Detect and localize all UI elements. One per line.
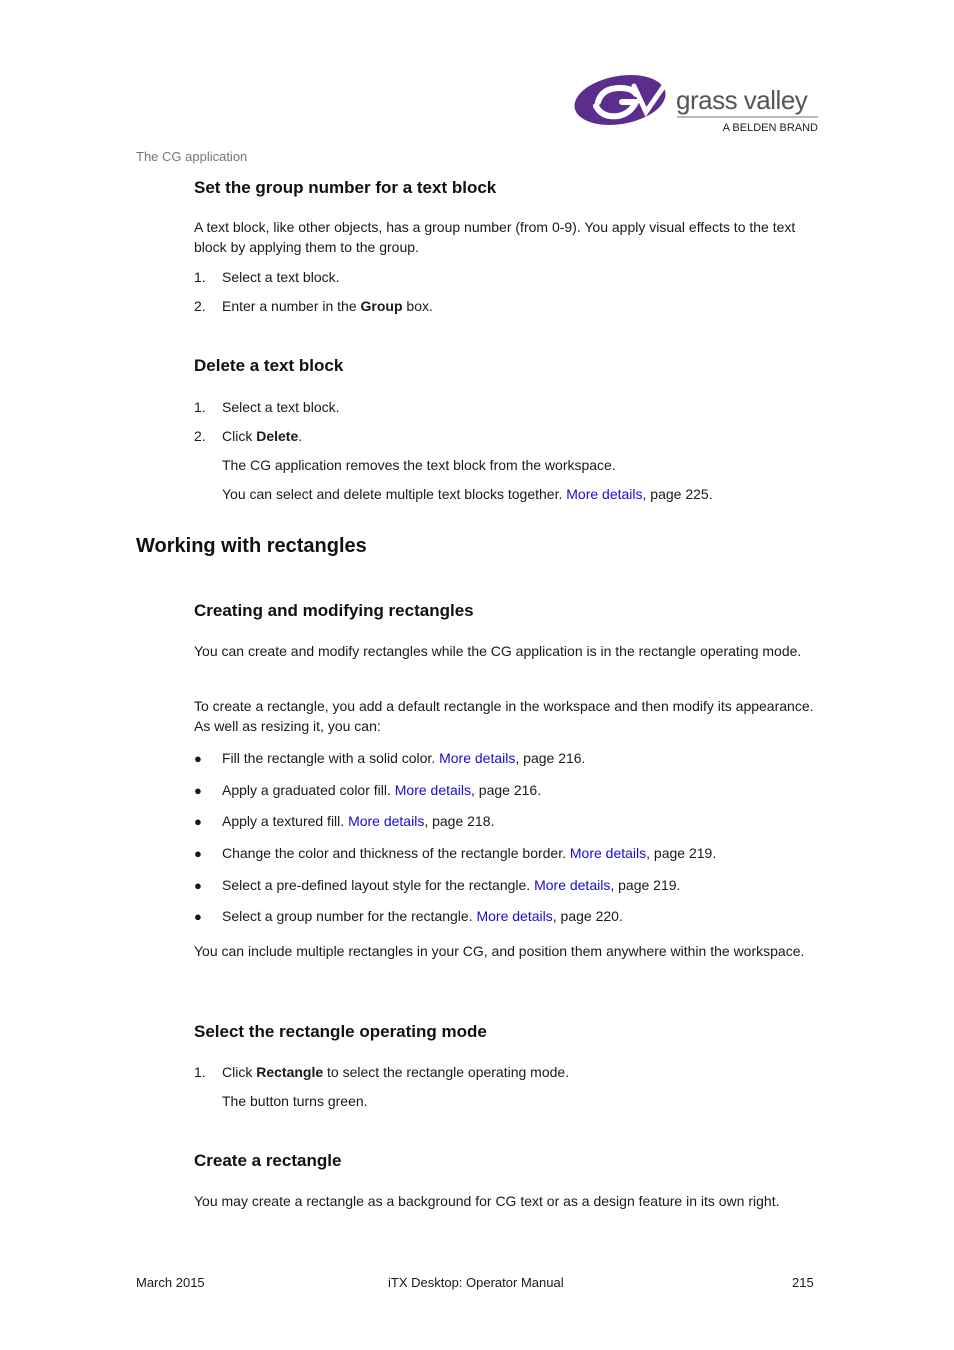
bullet: ● [194, 909, 202, 924]
brand-name: grass valley [676, 85, 808, 115]
more-details-link[interactable]: More details [566, 486, 643, 502]
grass-valley-logo [574, 72, 824, 138]
group-number-step-1 [194, 268, 340, 287]
bullet-text: Apply a graduated color fill. [222, 782, 395, 798]
more-details-link[interactable]: More details [569, 845, 647, 861]
step-number: 1. [194, 399, 206, 415]
create-rectangle-para: You may create a rectangle as a background for CG text or as a design feature in its own right. [194, 1193, 780, 1209]
heading-delete-text-block: Delete a text block [194, 356, 344, 375]
heading-group-number: Set the group number for a text block [194, 178, 497, 197]
bullet-page: , page 216. [471, 782, 542, 798]
bullet-text: Change the color and thickness of the rectangle border. [222, 845, 570, 861]
step-text-tail: to select the rectangle operating mode. [323, 1064, 570, 1080]
heading-create-rectangle: Create a rectangle [194, 1151, 342, 1170]
rectangles-para-2: To create a rectangle, you add a default rectangle in the workspace and then modify its appearance. As well as resizing it, you can: [194, 698, 814, 734]
step-text: Enter a number in the [222, 298, 361, 314]
note-text: You can select and delete multiple text blocks together. [222, 486, 567, 502]
step-text-tail: box. [402, 298, 433, 314]
delete-step-1 [194, 398, 340, 417]
step-text-tail: . [298, 428, 303, 444]
list-item [194, 749, 585, 768]
list-item [194, 907, 623, 926]
heading-select-rectangle-mode: Select the rectangle operating mode [194, 1022, 487, 1041]
step-number: 2. [194, 428, 206, 444]
step-text: Select a text block. [222, 399, 340, 415]
footer-date: March 2015 [136, 1275, 205, 1290]
note-page: , page 225. [642, 486, 713, 502]
footer-title: iTX Desktop: Operator Manual [388, 1275, 564, 1290]
step-number: 2. [194, 298, 206, 314]
list-item [194, 844, 716, 863]
step-text: Select a text block. [222, 269, 340, 285]
more-details-link[interactable]: More details [439, 750, 516, 766]
group-number-step-2 [194, 297, 433, 316]
more-details-link[interactable]: More details [534, 877, 611, 893]
list-item [194, 876, 680, 895]
bullet-text: Apply a textured fill. [222, 813, 349, 829]
running-head: The CG application [136, 149, 248, 164]
list-item [194, 812, 494, 831]
bullet: ● [194, 814, 202, 829]
bullet-page: , page 218. [424, 813, 495, 829]
footer-page-number: 215 [792, 1275, 814, 1290]
step-text: Click [222, 428, 257, 444]
bullet-page: , page 220. [552, 908, 623, 924]
group-number-intro: A text block, like other objects, has a group number (from 0-9). You apply visual effects to the text block by applying them to the group. [194, 219, 796, 255]
bullet: ● [194, 846, 202, 861]
delete-button-label: Delete [256, 428, 299, 444]
bullet: ● [194, 878, 202, 893]
delete-note [222, 485, 713, 504]
heading-creating-rectangles: Creating and modifying rectangles [194, 601, 474, 620]
bullet: ● [194, 751, 202, 766]
brand-sub: A BELDEN BRAND [722, 122, 818, 134]
step-number: 1. [194, 269, 206, 285]
bullet-page: , page 219. [646, 845, 717, 861]
more-details-link[interactable]: More details [348, 813, 425, 829]
bullet-text: Select a group number for the rectangle. [222, 908, 477, 924]
rectangles-para-1: You can create and modify rectangles while the CG application is in the rectangle operating mode. [194, 643, 802, 659]
bullet-text: Fill the rectangle with a solid color. [222, 750, 440, 766]
bullet-page: , page 216. [515, 750, 586, 766]
step-text: Click [222, 1064, 257, 1080]
bullet-page: , page 219. [610, 877, 681, 893]
step-number: 1. [194, 1064, 206, 1080]
rectangles-para-3: You can include multiple rectangles in your CG, and position them anywhere within the workspace. [194, 943, 805, 959]
bullet: ● [194, 783, 202, 798]
heading-working-with-rectangles: Working with rectangles [136, 535, 367, 557]
select-mode-step-1 [194, 1063, 569, 1082]
more-details-link[interactable]: More details [476, 908, 553, 924]
delete-result: The CG application removes the text block from the workspace. [222, 457, 616, 473]
group-box-label: Group [360, 298, 403, 314]
list-item [194, 781, 541, 800]
delete-step-2 [194, 427, 302, 446]
select-mode-result: The button turns green. [222, 1093, 368, 1109]
rectangle-button-label: Rectangle [256, 1064, 324, 1080]
more-details-link[interactable]: More details [394, 782, 472, 798]
bullet-text: Select a pre-defined layout style for the rectangle. [222, 877, 535, 893]
